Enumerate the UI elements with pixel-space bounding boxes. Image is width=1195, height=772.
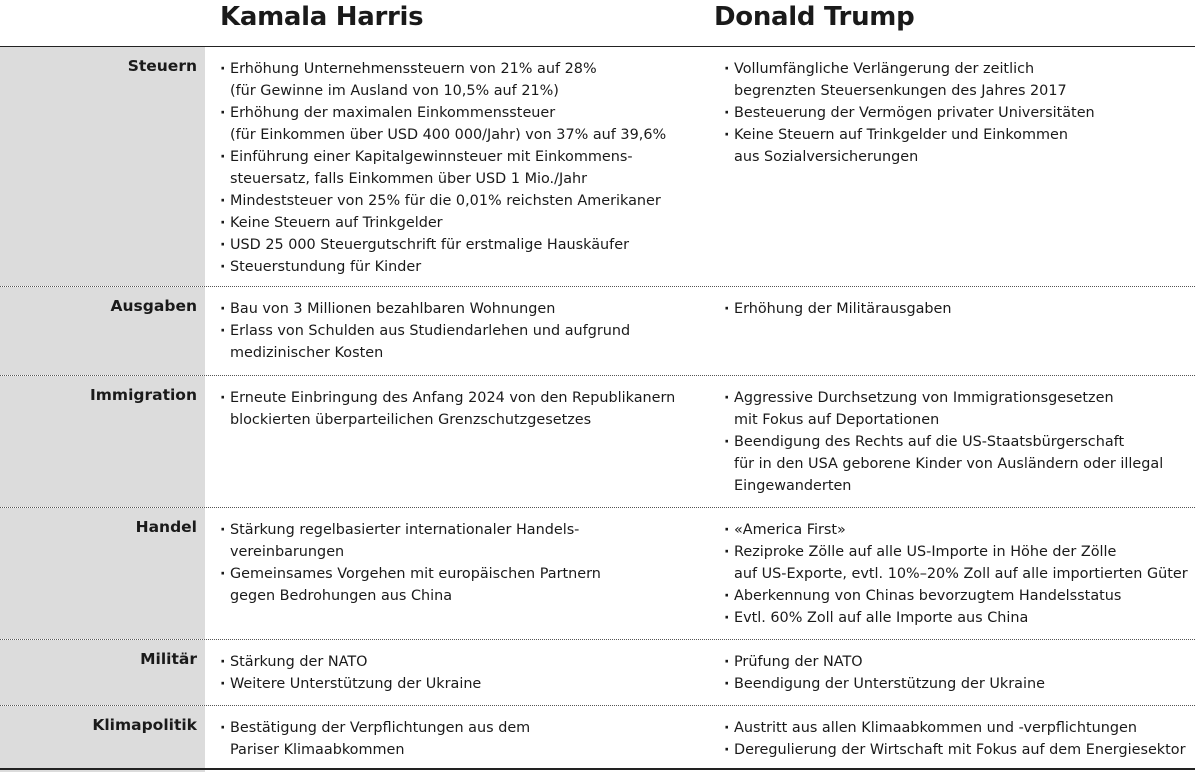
header-trump: Donald Trump xyxy=(714,2,915,32)
trump-list xyxy=(724,519,1195,629)
bullet-item: · Steuerstundung für Kinder xyxy=(220,256,695,278)
bullet-item: · Aggressive Durchsetzung von Immigrationsgesetzen mit Fokus auf Deportationen xyxy=(724,387,1195,431)
row-militaer xyxy=(0,639,1195,705)
trump-list xyxy=(724,387,1195,497)
bullet-item: · «America First» xyxy=(724,519,1195,541)
bullet-item: · Einführung einer Kapitalgewinnsteuer mit Einkommens- steuersatz, falls Einkommen über USD 1 Mio./Jahr xyxy=(220,146,695,190)
harris-cell xyxy=(205,47,695,286)
trump-list xyxy=(724,717,1195,761)
bullet-item: · Beendigung der Unterstützung der Ukraine xyxy=(724,673,1195,695)
row-immigration xyxy=(0,375,1195,507)
trump-cell xyxy=(715,47,1195,286)
bullet-item: · Weitere Unterstützung der Ukraine xyxy=(220,673,695,695)
row-ausgaben xyxy=(0,286,1195,375)
category-label: Militär xyxy=(0,640,205,705)
trump-list xyxy=(724,58,1195,168)
harris-cell xyxy=(205,640,695,705)
harris-list xyxy=(220,717,695,761)
bullet-item: · Stärkung der NATO xyxy=(220,651,695,673)
category-label: Ausgaben xyxy=(0,287,205,375)
row-klimapolitik xyxy=(0,705,1195,772)
harris-cell xyxy=(205,508,695,639)
bottom-rule xyxy=(0,768,1195,770)
bullet-item: · Mindeststeuer von 25% für die 0,01% reichsten Amerikaner xyxy=(220,190,695,212)
trump-cell xyxy=(715,376,1195,507)
bullet-item: · Gemeinsames Vorgehen mit europäischen Partnern gegen Bedrohungen aus China xyxy=(220,563,695,607)
category-label: Handel xyxy=(0,508,205,639)
bullet-item: · Besteuerung der Vermögen privater Universitäten xyxy=(724,102,1195,124)
trump-cell xyxy=(715,706,1195,772)
trump-cell xyxy=(715,287,1195,375)
row-steuern xyxy=(0,47,1195,286)
harris-list xyxy=(220,519,695,607)
bullet-item: · Austritt aus allen Klimaabkommen und -verpflichtungen xyxy=(724,717,1195,739)
category-label: Steuern xyxy=(0,47,205,286)
category-label: Immigration xyxy=(0,376,205,507)
category-label: Klimapolitik xyxy=(0,706,205,772)
harris-cell xyxy=(205,376,695,507)
harris-list xyxy=(220,387,695,431)
table-header xyxy=(0,0,1195,47)
bullet-item: · Deregulierung der Wirtschaft mit Fokus auf dem Energiesektor xyxy=(724,739,1195,761)
bullet-item: · Aberkennung von Chinas bevorzugtem Handelsstatus xyxy=(724,585,1195,607)
harris-list xyxy=(220,58,695,278)
trump-list xyxy=(724,651,1195,695)
bullet-item: · Keine Steuern auf Trinkgelder xyxy=(220,212,695,234)
trump-list xyxy=(724,298,1195,320)
bullet-item: · Evtl. 60% Zoll auf alle Importe aus China xyxy=(724,607,1195,629)
harris-list xyxy=(220,651,695,695)
bullet-item: · Prüfung der NATO xyxy=(724,651,1195,673)
bullet-item: · Erhöhung der maximalen Einkommenssteuer (für Einkommen über USD 400 000/Jahr) von 37% auf 39,6% xyxy=(220,102,695,146)
bullet-item: · Reziproke Zölle auf alle US-Importe in Höhe der Zölle auf US-Exporte, evtl. 10%–20% Zoll auf alle importierten Güter xyxy=(724,541,1195,585)
harris-list xyxy=(220,298,695,364)
trump-cell xyxy=(715,640,1195,705)
bullet-item: · Keine Steuern auf Trinkgelder und Einkommen aus Sozialversicherungen xyxy=(724,124,1195,168)
bullet-item: · Vollumfängliche Verlängerung der zeitlich begrenzten Steuersenkungen des Jahres 2017 xyxy=(724,58,1195,102)
bullet-item: · Stärkung regelbasierter internationaler Handels- vereinbarungen xyxy=(220,519,695,563)
bullet-item: · Erlass von Schulden aus Studiendarlehen und aufgrund medizinischer Kosten xyxy=(220,320,695,364)
header-harris: Kamala Harris xyxy=(220,2,424,32)
bullet-item: · USD 25 000 Steuergutschrift für erstmalige Hauskäufer xyxy=(220,234,695,256)
row-handel xyxy=(0,507,1195,639)
bullet-item: · Erhöhung der Militärausgaben xyxy=(724,298,1195,320)
bullet-item: · Bau von 3 Millionen bezahlbaren Wohnungen xyxy=(220,298,695,320)
comparison-table xyxy=(0,47,1195,772)
harris-cell xyxy=(205,287,695,375)
bullet-item: · Erhöhung Unternehmenssteuern von 21% auf 28% (für Gewinne im Ausland von 10,5% auf 21%) xyxy=(220,58,695,102)
bullet-item: · Erneute Einbringung des Anfang 2024 von den Republikanern blockierten überparteilichen Grenzschutzgesetzes xyxy=(220,387,695,431)
bullet-item: · Bestätigung der Verpflichtungen aus dem Pariser Klimaabkommen xyxy=(220,717,695,761)
bullet-item: · Beendigung des Rechts auf die US-Staatsbürgerschaft für in den USA geborene Kinder von Ausländern oder illegal Eingewanderten xyxy=(724,431,1195,497)
trump-cell xyxy=(715,508,1195,639)
harris-cell xyxy=(205,706,695,772)
